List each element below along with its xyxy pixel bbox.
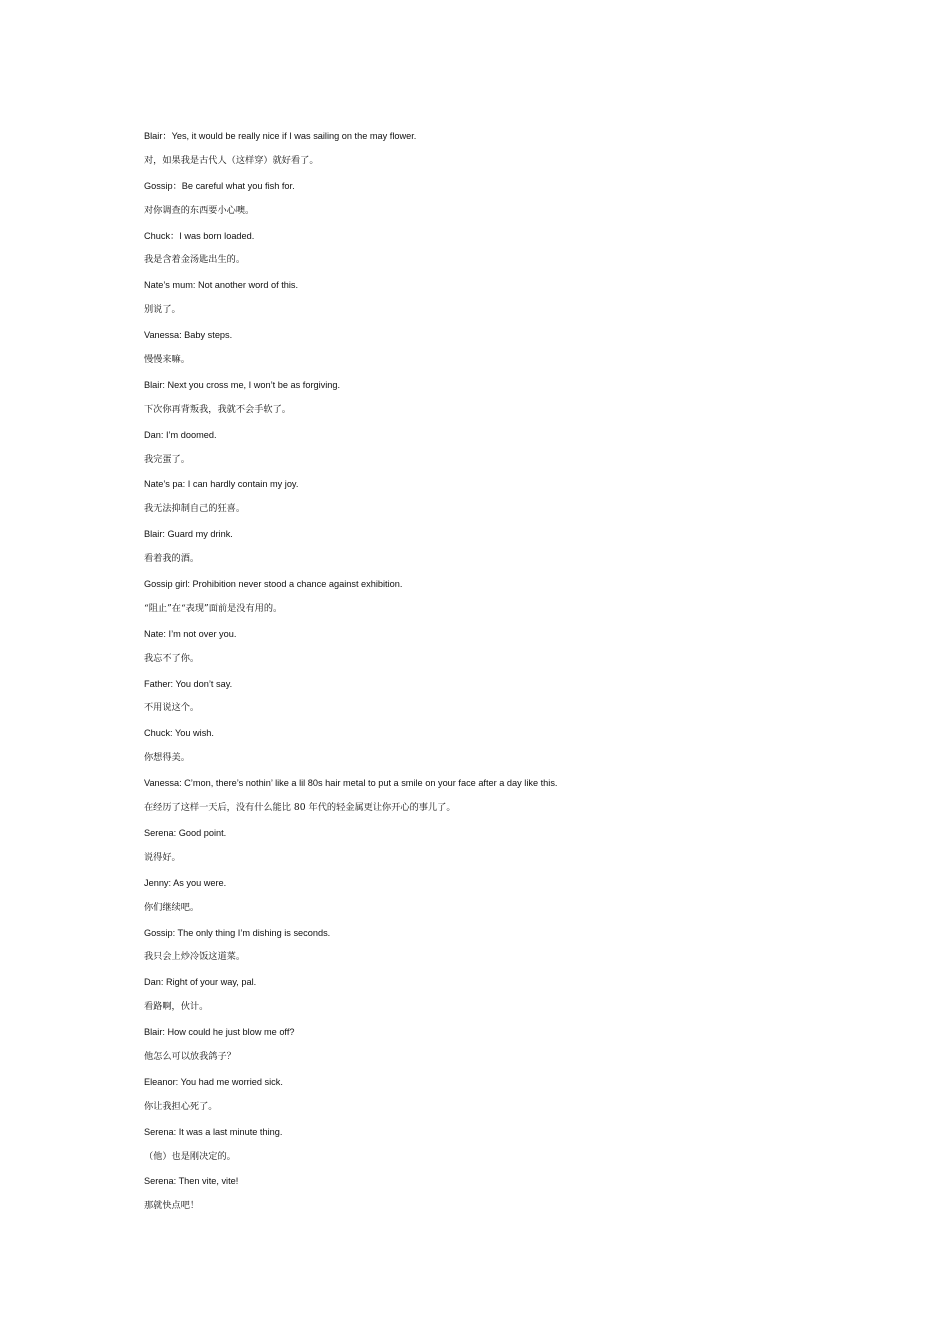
chinese-translation-line: 慢慢来嘛。 <box>144 354 190 366</box>
chinese-translation-line: 你让我担心死了。 <box>144 1100 218 1112</box>
english-quote-line: Nate’s pa: I can hardly contain my joy. <box>144 479 299 490</box>
chinese-translation-line: 那就快点吧！ <box>144 1200 200 1212</box>
chinese-translation-line: 你们继续吧。 <box>144 901 200 913</box>
english-quote-line: Dan: Right of your way, pal. <box>144 977 257 988</box>
english-quote-line: Jenny: As you were. <box>144 877 227 888</box>
chinese-translation-line: 我是含着金汤匙出生的。 <box>144 254 246 266</box>
chinese-translation-line: “阻止”在“表现”面前是没有用的。 <box>144 602 283 614</box>
english-quote-line: Nate: I’m not over you. <box>144 628 237 639</box>
dialogue-list <box>144 129 844 1224</box>
english-quote-line: Vanessa: Baby steps. <box>144 330 233 341</box>
english-quote-line: Father: You don’t say. <box>144 678 233 689</box>
chinese-translation-line: 不用说这个。 <box>144 702 200 714</box>
english-quote-line: Blair: Guard my drink. <box>144 529 233 540</box>
english-quote-line: Blair：Yes, it would be really nice if I was sailing on the may flower. <box>144 131 417 141</box>
chinese-translation-line: 我忘不了你。 <box>144 652 200 664</box>
english-quote-line: Dan: I’m doomed. <box>144 429 217 440</box>
chinese-translation-line: 他怎么可以放我鸽子？ <box>144 1050 236 1062</box>
english-quote-line: Serena: Then vite, vite! <box>144 1176 239 1187</box>
chinese-translation-line: 在经历了这样一天后，没有什么能比 80 年代的轻金属更让你开心的事儿了。 <box>144 802 456 814</box>
chinese-translation-line: 我无法抑制自己的狂喜。 <box>144 503 246 515</box>
chinese-translation-line: 别说了。 <box>144 304 181 316</box>
english-quote-line: Chuck：I was born loaded. <box>144 230 255 241</box>
english-quote-line: Blair: How could he just blow me off? <box>144 1027 295 1038</box>
chinese-translation-line: 对，如果我是古代人（这样穿）就好看了。 <box>144 154 319 166</box>
chinese-translation-line: （他）也是刚决定的。 <box>144 1150 236 1162</box>
chinese-translation-line: 下次你再背叛我，我就不会手软了。 <box>144 403 291 415</box>
english-quote-line: Gossip girl: Prohibition never stood a chance against exhibition. <box>144 579 403 590</box>
english-quote-line: Gossip：Be careful what you fish for. <box>144 180 295 191</box>
chinese-translation-line: 对你调查的东西要小心噢。 <box>144 204 255 216</box>
chinese-translation-line: 我只会上炒冷饭这道菜。 <box>144 951 246 963</box>
chinese-translation-line: 看着我的酒。 <box>144 553 200 565</box>
chinese-translation-line: 说得好。 <box>144 851 181 863</box>
english-quote-line: Nate’s mum: Not another word of this. <box>144 280 299 291</box>
english-quote-line: Serena: Good point. <box>144 827 227 838</box>
english-quote-line: Serena: It was a last minute thing. <box>144 1126 283 1137</box>
chinese-translation-line: 你想得美。 <box>144 752 190 764</box>
chinese-translation-line: 我完蛋了。 <box>144 453 190 465</box>
english-quote-line: Blair: Next you cross me, I won’t be as forgiving. <box>144 379 341 390</box>
english-quote-line: Vanessa: C’mon, there’s nothin’ like a lil 80s hair metal to put a smile on your face after a day like this. <box>144 778 558 789</box>
chinese-translation-line: 看路啊，伙计。 <box>144 1001 209 1013</box>
english-quote-line: Chuck: You wish. <box>144 728 214 739</box>
english-quote-line: Eleanor: You had me worried sick. <box>144 1076 283 1087</box>
english-quote-line: Gossip: The only thing I’m dishing is seconds. <box>144 927 331 938</box>
